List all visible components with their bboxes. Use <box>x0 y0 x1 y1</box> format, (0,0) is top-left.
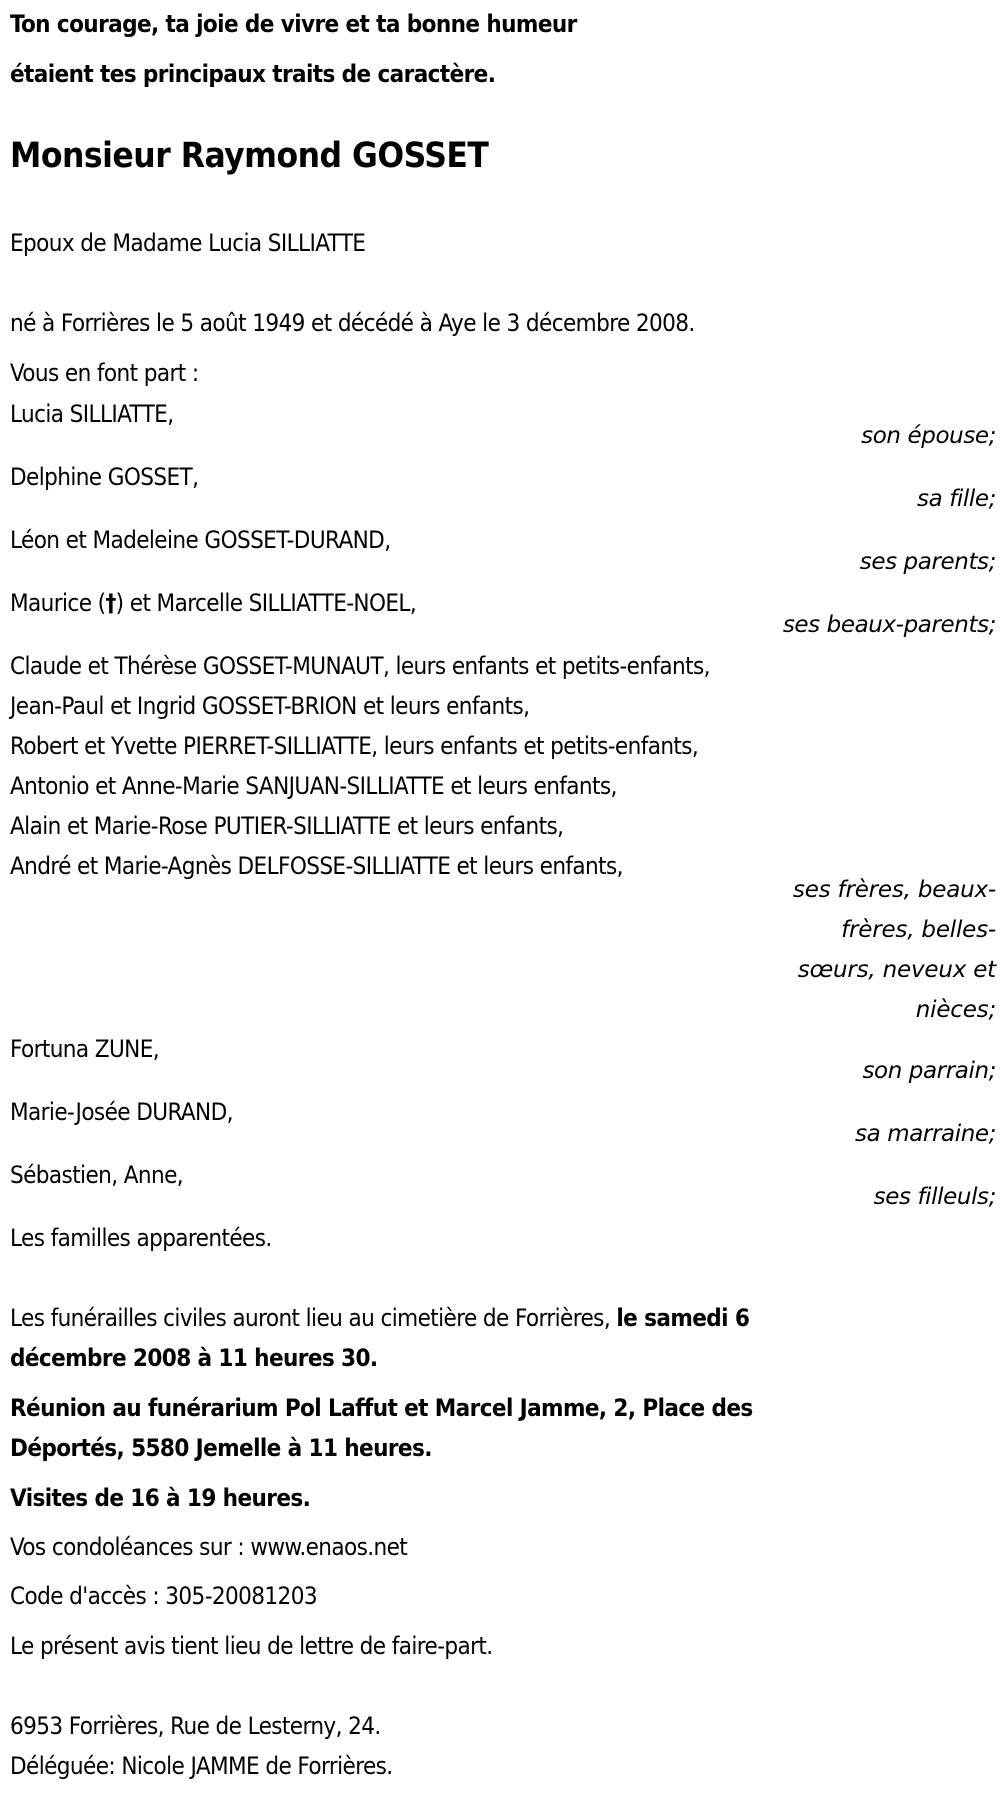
godparent-entry-names: Sébastien, Anne, <box>10 1161 184 1189</box>
godparent-entry-relation: sa marraine; <box>855 1121 996 1147</box>
family-entry-relation: son épouse; <box>861 423 996 449</box>
family-entry-names <box>10 588 416 618</box>
gathering-line-2: Déportés, 5580 Jemelle à 11 heures. <box>10 1434 432 1462</box>
godparent-entry-names: Fortuna ZUNE, <box>10 1035 160 1063</box>
epigraph-line-2: étaient tes principaux traits de caractère. <box>10 60 496 88</box>
sibling-line: Robert et Yvette PIERRET-SILLIATTE, leurs enfants et petits-enfants, <box>10 732 699 760</box>
delegate-line: Déléguée: Nicole JAMME de Forrières. <box>10 1752 393 1780</box>
funeral-place: Les funérailles civiles auront lieu au cimetière de Forrières, <box>10 1304 617 1332</box>
notice-line: Le présent avis tient lieu de lettre de faire-part. <box>10 1632 493 1660</box>
cross-icon: † <box>105 589 116 617</box>
names-before-cross: Maurice ( <box>10 589 106 617</box>
siblings-relation-line: sœurs, neveux et <box>797 957 996 983</box>
siblings-relation-line: nièces; <box>915 997 996 1023</box>
siblings-relation-line: frères, belles- <box>841 917 996 943</box>
sibling-line: Jean-Paul et Ingrid GOSSET-BRION et leurs enfants, <box>10 692 530 720</box>
spouse-line: Epoux de Madame Lucia SILLIATTE <box>10 229 366 257</box>
epigraph-line-1: Ton courage, ta joie de vivre et ta bonne humeur <box>10 10 577 38</box>
godparent-entry-relation: ses filleuls; <box>873 1184 996 1210</box>
announcement-intro: Vous en font part : <box>10 359 199 387</box>
visits-line: Visites de 16 à 19 heures. <box>10 1484 311 1512</box>
family-entry-names: Léon et Madeleine GOSSET-DURAND, <box>10 526 391 554</box>
address-line: 6953 Forrières, Rue de Lesterny, 24. <box>10 1712 381 1740</box>
names-after-cross: ) et Marcelle SILLIATTE-NOEL, <box>115 589 417 617</box>
deceased-name: Monsieur Raymond GOSSET <box>10 136 489 176</box>
condolences-website: Vos condoléances sur : www.enaos.net <box>10 1533 408 1561</box>
sibling-line: Antonio et Anne-Marie SANJUAN-SILLIATTE et leurs enfants, <box>10 772 617 800</box>
access-code: Code d'accès : 305-20081203 <box>10 1582 317 1610</box>
family-entry-relation: ses beaux-parents; <box>782 612 996 638</box>
siblings-relation-line: ses frères, beaux- <box>792 877 996 903</box>
family-entry-relation: sa fille; <box>917 486 996 512</box>
family-entry-names: Delphine GOSSET, <box>10 463 199 491</box>
funeral-line-1 <box>10 1303 749 1333</box>
sibling-line: André et Marie-Agnès DELFOSSE-SILLIATTE et leurs enfants, <box>10 852 623 880</box>
sibling-line: Claude et Thérèse GOSSET-MUNAUT, leurs enfants et petits-enfants, <box>10 652 710 680</box>
related-families: Les familles apparentées. <box>10 1224 272 1252</box>
funeral-date-start: le samedi 6 <box>616 1304 750 1332</box>
family-entry-relation: ses parents; <box>859 549 996 575</box>
godparent-entry-names: Marie-Josée DURAND, <box>10 1098 233 1126</box>
sibling-line: Alain et Marie-Rose PUTIER-SILLIATTE et leurs enfants, <box>10 812 564 840</box>
gathering-line-1: Réunion au funérarium Pol Laffut et Marcel Jamme, 2, Place des <box>10 1394 753 1422</box>
birth-death-line: né à Forrières le 5 août 1949 et décédé à Aye le 3 décembre 2008. <box>10 309 695 337</box>
funeral-line-2: décembre 2008 à 11 heures 30. <box>10 1344 378 1372</box>
siblings-relation <box>766 870 996 1030</box>
godparent-entry-relation: son parrain; <box>862 1058 996 1084</box>
family-entry-names: Lucia SILLIATTE, <box>10 400 174 428</box>
